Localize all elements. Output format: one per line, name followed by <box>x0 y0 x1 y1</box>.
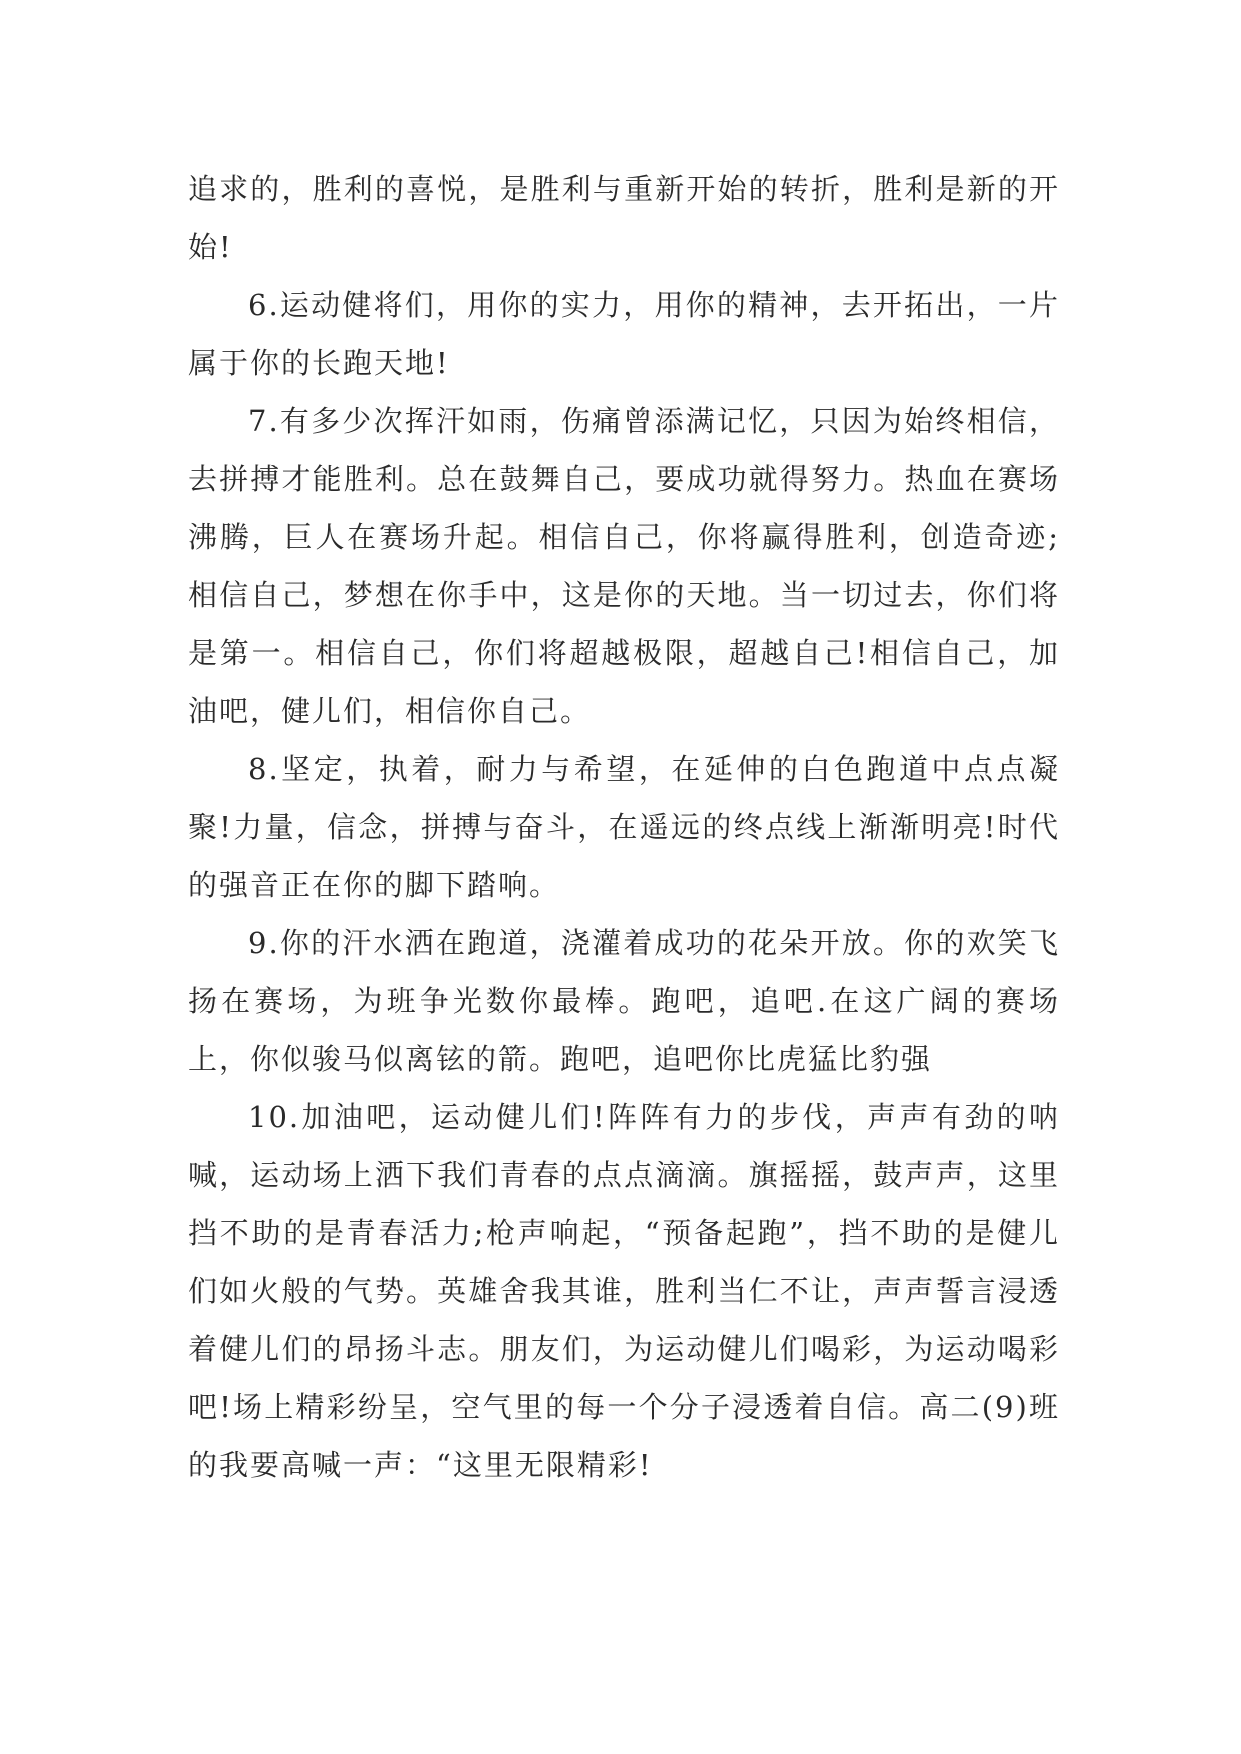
paragraph-item-9: 9.你的汗水洒在跑道，浇灌着成功的花朵开放。你的欢笑飞扬在赛场，为班争光数你最棒。跑吧，追吧.在这广阔的赛场上，你似骏马似离铉的箭。跑吧，追吧你比虎猛比豹强 <box>188 926 1060 1076</box>
paragraph-item-10: 10.加油吧，运动健儿们!阵阵有力的步伐，声声有劲的呐喊，运动场上洒下我们青春的点点滴滴。旗摇摇，鼓声声，这里挡不助的是青春活力;枪声响起，“预备起跑”，挡不助的是健儿们如火般的气势。英雄舍我其谁，胜利当仁不让，声声誓言浸透着健儿们的昂扬斗志。朋友们，为运动健儿们喝彩，为运动喝彩吧!场上精彩纷呈，空气里的每一个分子浸透着自信。高二(9)班的我要高喊一声：“这里无限精彩! <box>188 1100 1060 1482</box>
document-body <box>188 160 1060 1494</box>
paragraph-item-8: 8.坚定，执着，耐力与希望，在延伸的白色跑道中点点凝聚!力量，信念，拼搏与奋斗，在遥远的终点线上渐渐明亮!时代的强音正在你的脚下踏响。 <box>188 752 1060 902</box>
paragraph-item-7: 7.有多少次挥汗如雨，伤痛曾添满记忆，只因为始终相信，去拼搏才能胜利。总在鼓舞自己，要成功就得努力。热血在赛场沸腾，巨人在赛场升起。相信自己，你将赢得胜利，创造奇迹;相信自己，梦想在你手中，这是你的天地。当一切过去，你们将是第一。相信自己，你们将超越极限，超越自己!相信自己，加油吧，健儿们，相信你自己。 <box>188 404 1060 728</box>
paragraph-continuation: 追求的，胜利的喜悦，是胜利与重新开始的转折，胜利是新的开始! <box>188 172 1060 264</box>
paragraph-item-6: 6.运动健将们，用你的实力，用你的精神，去开拓出，一片属于你的长跑天地! <box>188 288 1060 380</box>
